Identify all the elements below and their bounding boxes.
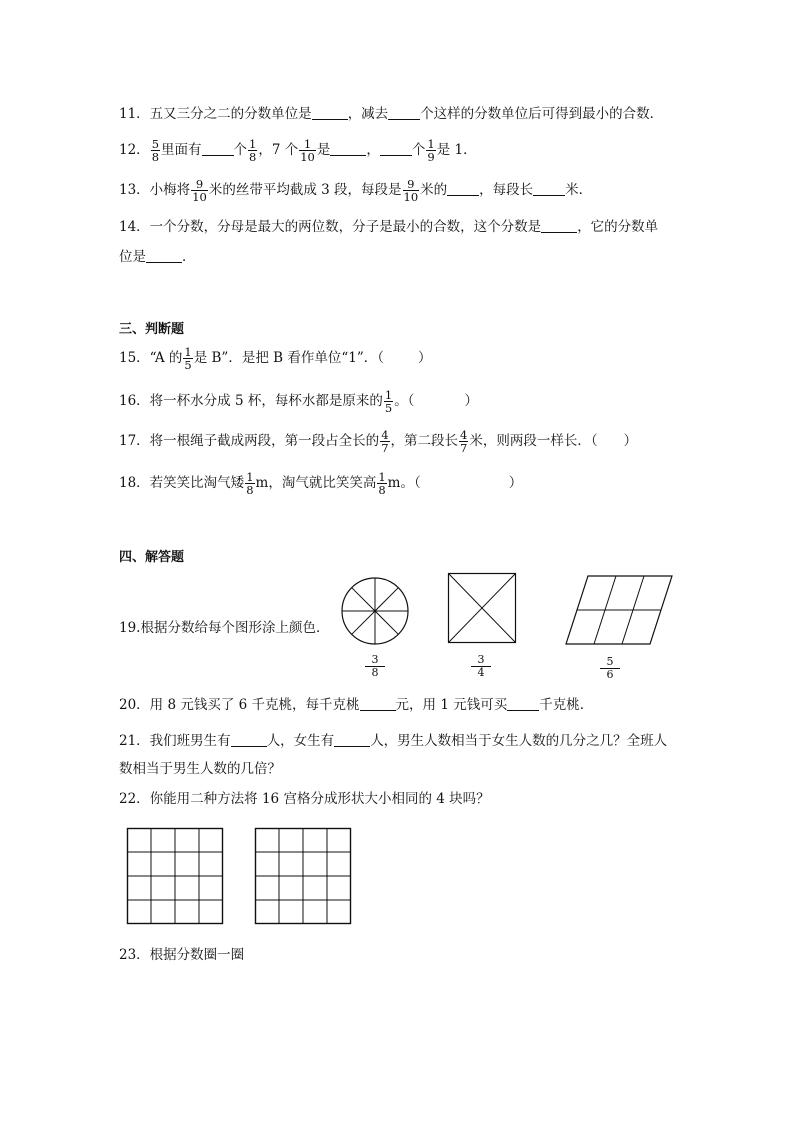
fraction: $\frac{1}{9}$ bbox=[427, 137, 435, 164]
sixteen-grid-1[interactable] bbox=[127, 828, 223, 924]
answer-blank[interactable] bbox=[507, 696, 539, 711]
fraction: $\frac{5}{8}$ bbox=[151, 137, 160, 164]
question-21-line2: 数相当于男生人数的几倍？ bbox=[119, 761, 281, 777]
answer-blank[interactable] bbox=[231, 732, 267, 747]
question-17: 17．将一根绳子截成两段，第一段占全长的 $\frac{4}{7}$ ，第二段长 $\frac{4}{7}$ 米，则两段一样长．（ ） bbox=[119, 428, 638, 455]
answer-blank[interactable] bbox=[330, 141, 366, 156]
square-quarters-figure[interactable] bbox=[448, 573, 516, 643]
question-23: 23．根据分数圈一圈 bbox=[119, 947, 245, 963]
question-16: 16．将一杯水分成 5 杯，每杯水都是原来的 $\frac{1}{5}$ 。（ ） bbox=[119, 388, 478, 415]
fraction: $\frac{1}{5}$ bbox=[184, 345, 192, 372]
circle-eighths-figure[interactable] bbox=[340, 576, 410, 646]
question-12: 12． $\frac{5}{8}$ 里面有 个 $\frac{1}{8}$ ，7 个 $\frac{1}{10}$ 是 ， 个 $\frac{1}{9}$ 是 1． bbox=[119, 137, 477, 164]
question-21: 21．我们班男生有 人，女生有 人，男生人数相当于女生人数的几分之几？全班人 bbox=[119, 733, 668, 749]
answer-blank[interactable] bbox=[388, 105, 420, 120]
answer-blank[interactable] bbox=[312, 105, 348, 120]
figure-label-parallelogram: 5 6 bbox=[600, 656, 620, 681]
question-20: 20．用 8 元钱买了 6 千克桃，每千克桃 元，用 1 元钱可买 千克桃． bbox=[119, 697, 594, 713]
fraction: $\frac{4}{7}$ bbox=[460, 428, 468, 455]
sixteen-grid-2[interactable] bbox=[255, 828, 351, 924]
answer-blank[interactable] bbox=[447, 181, 479, 196]
fraction: $\frac{1}{5}$ bbox=[384, 388, 393, 415]
figure-label-circle: 3 8 bbox=[365, 654, 385, 679]
answer-blank[interactable] bbox=[533, 181, 565, 196]
question-22: 22．你能用二种方法将 16 宫格分成形状大小相同的 4 块吗？ bbox=[119, 791, 490, 807]
answer-blank[interactable] bbox=[334, 732, 370, 747]
answer-blank[interactable] bbox=[146, 248, 182, 263]
answer-blank[interactable] bbox=[360, 696, 396, 711]
question-11: 11．五又三分之二的分数单位是 ，减去 个这样的分数单位后可得到最小的合数． bbox=[119, 106, 664, 122]
question-14: 14．一个分数，分母是最大的两位数，分子是最小的合数，这个分数是 ，它的分数单 bbox=[119, 219, 659, 235]
figure-label-square: 3 4 bbox=[471, 654, 491, 679]
answer-blank[interactable] bbox=[202, 141, 234, 156]
parallelogram-sixths-figure[interactable] bbox=[566, 575, 674, 645]
fraction: $\frac{9}{10}$ bbox=[192, 177, 207, 204]
fraction: $\frac{4}{7}$ bbox=[381, 428, 389, 455]
question-14-line2: 位是 ． bbox=[119, 249, 196, 265]
question-18: 18．若笑笑比淘气矮 $\frac{1}{8}$ m，淘气就比笑笑高 $\frac{1}{8}$ m。（ ） bbox=[119, 470, 523, 497]
section-heading-solutions: 四、解答题 bbox=[119, 550, 185, 565]
answer-blank[interactable] bbox=[380, 141, 412, 156]
answer-blank[interactable] bbox=[541, 218, 577, 233]
fraction: $\frac{1}{8}$ bbox=[378, 470, 386, 497]
question-13: 13．小梅将 $\frac{9}{10}$ 米的丝带平均截成 3 段，每段是 $\frac{9}{10}$ 米的 ，每段长 米． bbox=[119, 177, 593, 204]
fraction: $\frac{1}{8}$ bbox=[246, 470, 254, 497]
fraction: $\frac{9}{10}$ bbox=[403, 177, 419, 204]
question-15: 15．“A 的 $\frac{1}{5}$ 是 B”．是把 B 看作单位“1”．（ ） bbox=[119, 345, 432, 372]
question-19: 19.根据分数给每个图形涂上颜色． bbox=[119, 620, 330, 636]
section-heading-judgement: 三、判断题 bbox=[119, 322, 185, 337]
fraction: $\frac{1}{8}$ bbox=[249, 137, 257, 164]
fraction: $\frac{1}{10}$ bbox=[300, 137, 315, 164]
